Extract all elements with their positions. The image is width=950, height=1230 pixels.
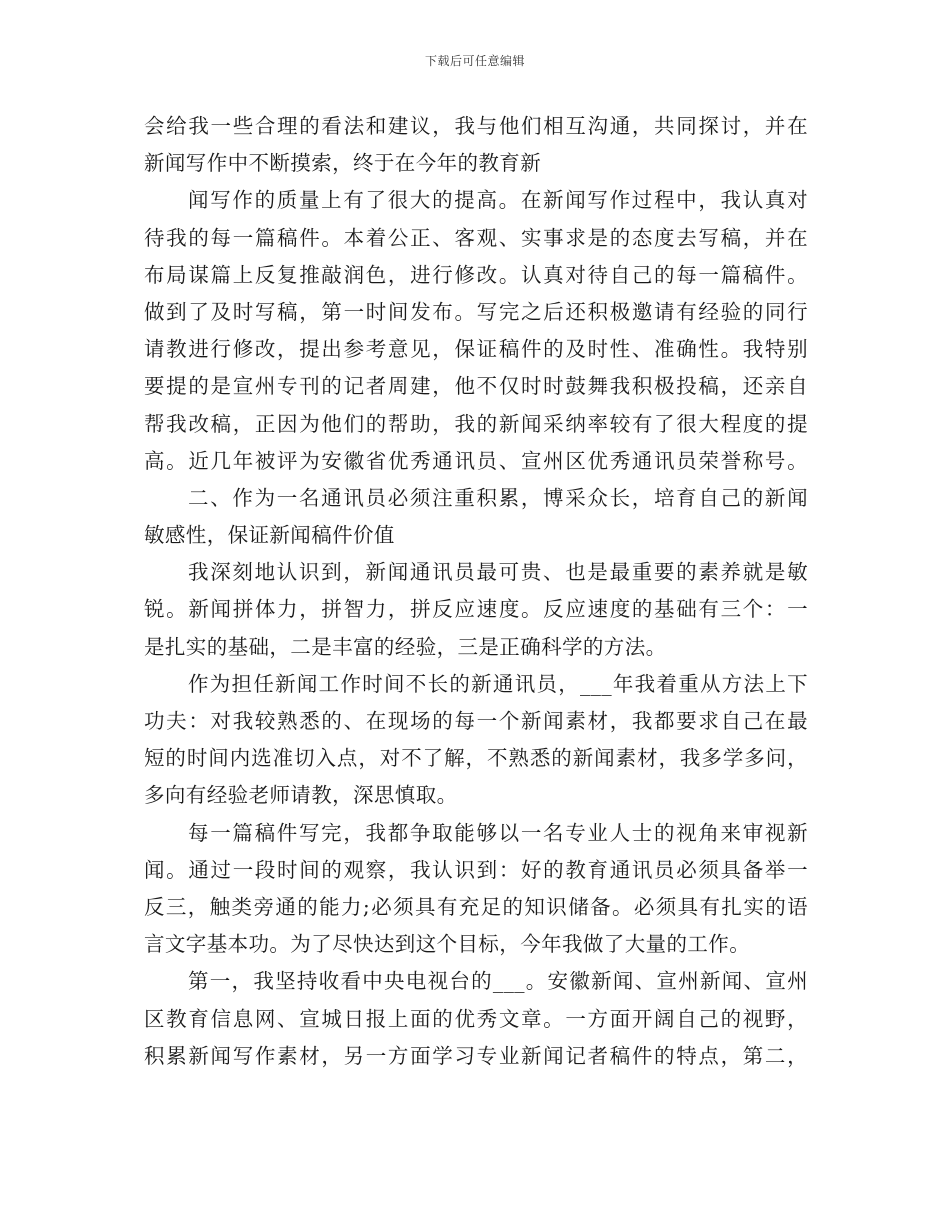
text-line: 区教育信息网、宣城日报上面的优秀文章。一方面开阔自己的视野， [144,1006,808,1031]
document-body [144,108,808,1075]
text-line: 闻写作的质量上有了很大的提高。在新闻写作过程中，我认真对 [188,188,808,213]
text-line: 锐。新闻拼体力，拼智力，拼反应速度。反应速度的基础有三个：一 [144,597,808,622]
text-line: 二、作为一名通讯员必须注重积累，博采众长，培育自己的新闻 [188,485,808,510]
text-line: 敏感性，保证新闻稿件价值 [144,523,395,548]
text-line: 闻。通过一段时间的观察，我认识到：好的教育通讯员必须具备举一 [144,857,808,882]
text-line: 帮我改稿，正因为他们的帮助，我的新闻采纳率较有了很大程度的提 [144,411,808,436]
text-line: 新闻写作中不断摸索，终于在今年的教育新 [144,151,542,176]
text-line: 请教进行修改，提出参考意见，保证稿件的及时性、准确性。我特别 [144,337,808,362]
text-line: 作为担任新闻工作时间不长的新通讯员，___年我着重从方法上下 [188,671,808,696]
text-line: 布局谋篇上反复推敲润色，进行修改。认真对待自己的每一篇稿件。 [144,262,808,287]
text-line: 待我的每一篇稿件。本着公正、客观、实事求是的态度去写稿，并在 [144,225,808,250]
page-header: 下载后可任意编辑 [424,54,525,68]
text-line: 做到了及时写稿，第一时间发布。写完之后还积极邀请有经验的同行 [144,299,808,324]
text-line: 积累新闻写作素材，另一方面学习专业新闻记者稿件的特点，第二， [144,1043,808,1068]
text-line: 多向有经验老师请教，深思慎取。 [144,783,458,808]
text-line: 会给我一些合理的看法和建议，我与他们相互沟通，共同探讨，并在 [144,114,808,138]
text-line: 功夫：对我较熟悉的、在现场的每一个新闻素材，我都要求自己在最 [144,709,808,733]
text-line: 每一篇稿件写完，我都争取能够以一名专业人士的视角来审视新 [188,820,808,845]
text-line: 我深刻地认识到，新闻通讯员最可贵、也是最重要的素养就是敏 [188,560,808,585]
text-line: 言文字基本功。为了尽快达到这个目标，今年我做了大量的工作。 [144,932,751,957]
text-line: 第一，我坚持收看中央电视台的___。安徽新闻、宣州新闻、宣州 [188,969,808,994]
text-line: 短的时间内选准切入点，对不了解，不熟悉的新闻素材，我多学多问， [144,746,808,771]
text-line: 反三，触类旁通的能力;必须具有充足的知识储备。必须具有扎实的语 [144,894,808,919]
text-line: 是扎实的基础，二是丰富的经验，三是正确科学的方法。 [144,634,667,659]
text-line: 高。近几年被评为安徽省优秀通讯员、宣州区优秀通讯员荣誉称号。 [144,448,808,473]
text-line: 要提的是宣州专刊的记者周建，他不仅时时鼓舞我积极投稿，还亲自 [144,374,808,399]
